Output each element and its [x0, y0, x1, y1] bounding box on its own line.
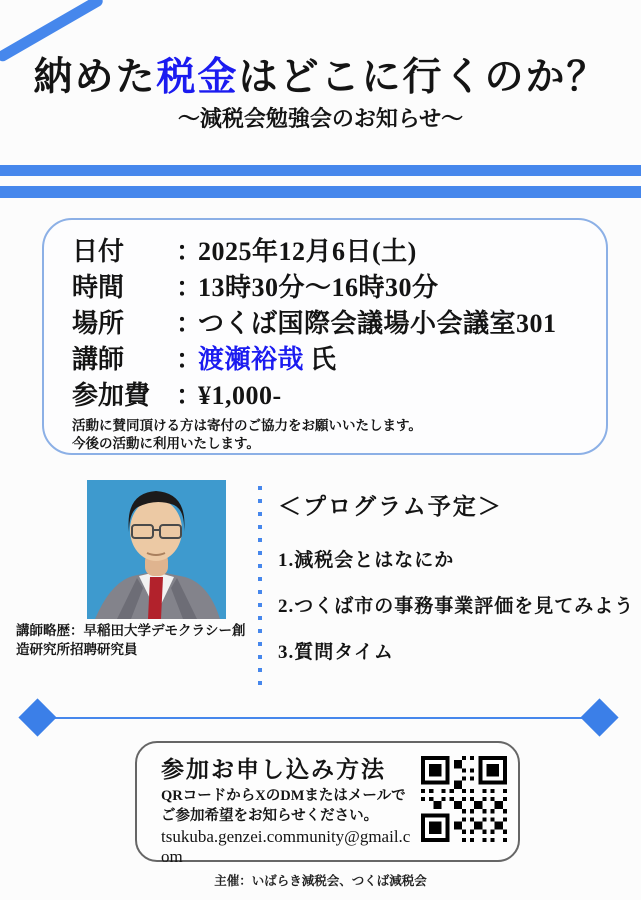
contact-email: tsukuba.genzei.community@gmail.com	[161, 827, 411, 866]
diamond-left-icon	[18, 698, 56, 736]
divider-band-top	[0, 165, 641, 176]
program-item-3: 3.質問タイム	[278, 642, 394, 663]
apply-instruction-line2: ご参加希望をお知らせください。	[161, 808, 379, 824]
colon: ：	[176, 345, 203, 374]
colon: ：	[176, 237, 203, 266]
date-label: 日付	[72, 237, 125, 266]
organizer-text: 主催：いばらき減税会、つくば減税会	[214, 874, 427, 888]
time-value: 13時30分～16時30分	[198, 273, 439, 302]
apply-box	[135, 741, 520, 866]
speaker-portrait-illustration	[87, 480, 226, 619]
info-row-time	[72, 270, 596, 306]
fee-value: ¥1,000-	[198, 381, 282, 410]
program-item-2: 2.つくば市の事務事業評価を見てみよう	[278, 596, 635, 617]
place-label: 場所	[72, 309, 125, 338]
colon: ：	[176, 273, 203, 302]
qr-code	[421, 756, 507, 842]
lecturer-honorific: 氏	[310, 345, 337, 374]
time-label: 時間	[72, 273, 125, 302]
program-title: ＜プログラム予定＞	[278, 494, 503, 519]
program-dotted-line	[258, 486, 262, 688]
fee-label: 参加費	[72, 381, 151, 410]
lecturer-label: 講師	[72, 345, 125, 374]
info-row-lecturer	[72, 342, 596, 378]
colon: ：	[176, 309, 203, 338]
title-highlight: 税金	[156, 56, 239, 99]
donation-note-line2: 今後の活動に利用いたします。	[72, 436, 260, 451]
date-value: 2025年12月6日(土)	[198, 237, 417, 266]
lecturer-name: 渡瀬裕哉	[198, 345, 305, 374]
divider-band-bottom	[0, 186, 641, 198]
place-value: つくば国際会議場小会議室301	[198, 309, 557, 338]
title-post: はどこに行くのか？	[238, 56, 608, 99]
donation-note	[72, 417, 596, 453]
page-title	[0, 54, 641, 102]
info-row-date	[72, 234, 596, 270]
diamond-right-icon	[580, 698, 618, 736]
event-info-box	[42, 218, 608, 455]
program-section	[278, 488, 638, 683]
speaker-bio: 講師略歴：早稲田大学デモクラシー創造研究所招聘研究員	[16, 623, 246, 657]
title-pre: 納めた	[33, 56, 157, 99]
page-subtitle: ～減税会勉強会のお知らせ～	[177, 106, 464, 131]
info-row-fee	[72, 378, 596, 414]
info-row-place	[72, 306, 596, 342]
program-item-1: 1.減税会とはなにか	[278, 550, 455, 571]
apply-title: 参加お申し込み方法	[161, 757, 386, 782]
donation-note-line1: 活動に賛同頂ける方は寄付のご協力をお願いいたします。	[72, 418, 422, 433]
diamond-divider-line	[38, 717, 602, 719]
apply-instruction-line1: QRコードからXのDMまたはメールで	[161, 788, 406, 804]
speaker-photo	[87, 480, 226, 619]
colon: ：	[176, 381, 203, 410]
